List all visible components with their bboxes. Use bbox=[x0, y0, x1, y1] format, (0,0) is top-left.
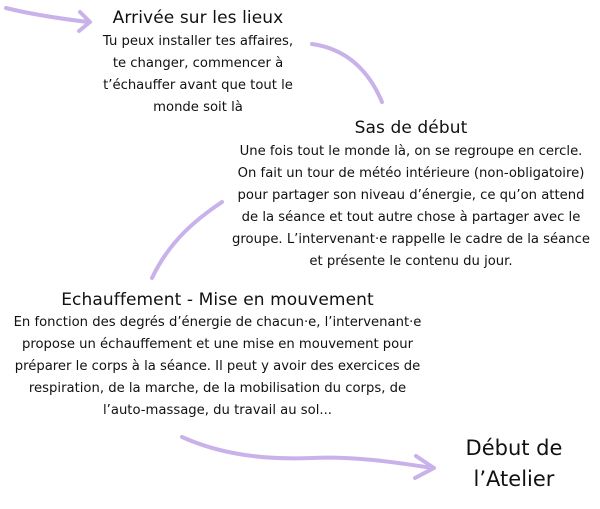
arrow-step3-to-finale bbox=[182, 437, 432, 468]
step-arrival bbox=[85, 8, 311, 119]
step-opening-circle-title: Sas de début bbox=[354, 118, 468, 138]
workshop-start-title: Début de l’Atelier bbox=[465, 436, 563, 491]
step-warmup-title: Echauffement - Mise en mouvement bbox=[61, 290, 374, 310]
arrow-step1-to-step2 bbox=[312, 44, 382, 102]
step-warmup bbox=[0, 290, 435, 422]
step-arrival-title: Arrivée sur les lieux bbox=[112, 8, 284, 28]
step-opening-circle bbox=[222, 118, 600, 273]
step-warmup-text: En fonction des degrés d’énergie de chacun·e, l’intervenant·e propose un échauffement et une mise en mouvement pour préparer le corps à la séance. Il peut y avoir des exercices de respiration, de la marche, de la mobilisation du corps, de l’auto-massage, du travail au sol... bbox=[13, 315, 422, 418]
arrow-step2-to-step3 bbox=[152, 202, 222, 278]
step-opening-circle-text: Une fois tout le monde là, on se regroupe en cercle. On fait un tour de météo intérieure (non-obligatoire) pour partager son niveau d’énergie, ce qu’on attend de la séance et tout autre chose à partager avec le groupe. L’intervenant·e rappelle le cadre de la séance et présente le contenu du jour. bbox=[232, 144, 590, 269]
step-arrival-text: Tu peux installer tes affaires, te changer, commencer à t’échauffer avant que tout le monde soit là bbox=[102, 34, 294, 115]
workshop-start bbox=[455, 433, 573, 495]
arrow-intro bbox=[6, 8, 88, 22]
